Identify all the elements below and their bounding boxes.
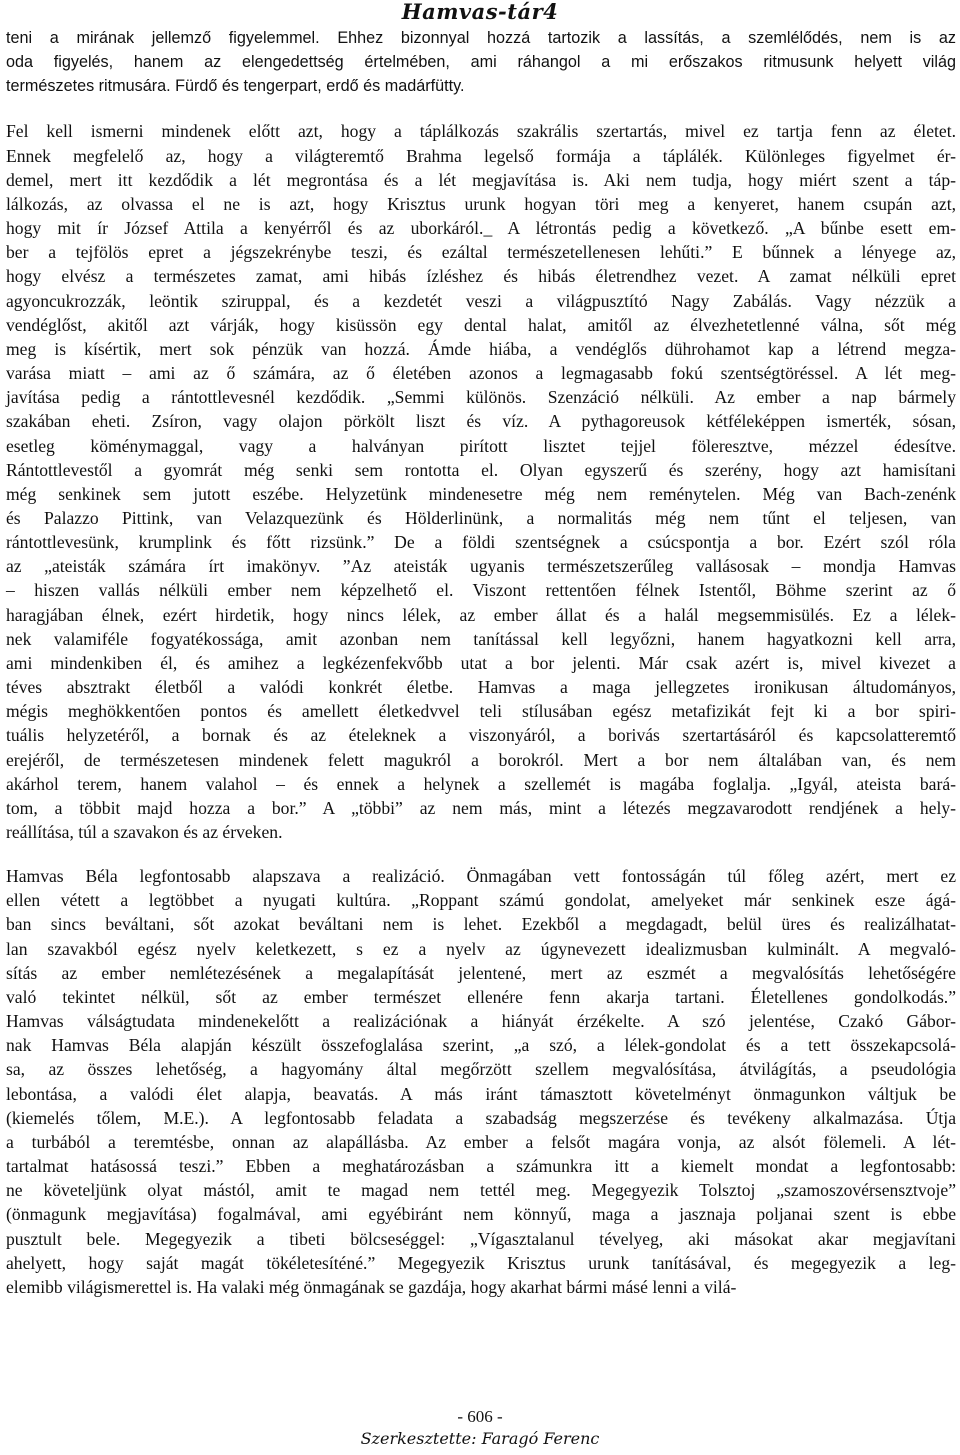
footer-editor: Szerkesztette: Faragó Ferenc (360, 1429, 600, 1448)
text-line: az „ateisták számára írt imakönyv. ”Az ateisták ugyanis természetszerűleg vallásosak – mondja Hamvas (6, 556, 956, 577)
text-line: természetes ritmusára. Fürdő és tengerpart, erdő és madárfütty. (6, 77, 465, 96)
text-line: esetleg köménymaggal, vagy a halványan pirított lisztet tejjel föleresztve, mézzel édesítve. (6, 435, 956, 456)
text-line: erejéről, de természetesen mindenek felett magukról a borokról. Mert a bor nem általában van, és nem (6, 749, 956, 770)
text-line: reállítása, túl a szavakon és az érveken. (6, 822, 283, 842)
text-line: agyoncukrozzák, leöntik sziruppal, és a kezdetét veszi a világpusztító Nagy Zabálás. Vagy nézzük a (6, 290, 956, 311)
text-line: akárhol terem, hanem valahol – és ennek a helynek a szellemét is magába foglalja. „Igyál, ateista bará- (6, 773, 956, 794)
page-number: - 606 - (457, 1407, 503, 1426)
text-line: Rántottlevestől a gyomrát még senki sem rontotta el. Olyan egyszerű és szerény, hogy azt hamisítani (6, 459, 956, 480)
text-line: ellen vétett a legtöbbet a nyugati kultúra. „Roppant számú gondolat, amelyeket már senkinek esze ágá- (6, 890, 956, 911)
paragraph-gap (6, 98, 956, 119)
text-line: a turbából a teremtésbe, onnan az alapállásba. Az ember a felsőt magára vonja, az alsót fölemeli. A lét- (6, 1131, 956, 1152)
text-line: vendéglőst, akitől azt várják, hogy kisüssön egy dental halat, amitől az élvezhetetlenné válna, sőt még (6, 314, 956, 335)
text-line: hogy mit ír József Attila a kenyérről és az uborkáról._ A létrontás pedig a következő. „A bűnbe esett em- (6, 218, 956, 239)
text-line: meg is kísértik, mert sok pénzük van hozzá. Ámde hiába, a vendéglős dührohamot kap a létrend megza- (6, 338, 956, 359)
paragraph (6, 26, 956, 98)
text-line: lálkozás, az olvassa el ne is azt, hogy Krisztus urunk hogyan töri meg a kenyeret, hanem csupán azt, (6, 193, 956, 214)
text-line: rántottlevesünk, krumplink és főtt rizsünk.” De a földi szentségnek a csúcspontja a bor. Ezért szól róla (6, 532, 956, 553)
text-line: még senkinek sem jutott eszébe. Helyzetünk mindenesetre még nem reménytelen. Még van Bach-zenénk (6, 483, 956, 504)
paragraph (6, 864, 956, 1299)
text-line: (önmagunk megjavítása) fogalmával, ami egyébiránt nem könnyű, maga a jasznaja poljanai szent is ebbe (6, 1204, 956, 1225)
text-line: mégis meghökkentően pontos és amellett életkedvvel teli stílusában egész metafizikát fejt ki a bor spiri- (6, 701, 956, 722)
text-line: demel, mert itt kezdődik a lét megrontása és a lét megjavítása is. Aki nem tudja, hogy miért szent a táp- (6, 169, 956, 190)
text-line: teni a mirának jellemző figyelemmel. Ehhez bizonnyal hozzá tartozik a lassítás, a szemlélődés, nem is az (6, 29, 956, 47)
paragraph-gap (6, 844, 956, 864)
text-line: oda figyelés, hanem az elengedettség értelmében, ami ráhangol a mi erőszakos ritmusunk helyett világ (6, 53, 956, 72)
text-line: Fel kell ismerni mindenek előtt azt, hogy a táplálkozás szakrális szertartás, mivel ez tartja fenn az életet. (6, 121, 956, 142)
text-line: tuális helyzetéről, a bornak és az ételeknek a viszonyáról, a borivás szertartásáról és kapcsolatteremtő (6, 725, 956, 746)
text-line: nak Hamvas Béla alapján készült összefoglalása szerint, „a szó, a lélek-gondolat és a tett összekapcsolá- (6, 1035, 956, 1056)
text-line: sa, az összes lehetőség, a hagyomány által megőrzött szellem megvalósítása, átvilágítás, a pseudológia (6, 1059, 956, 1080)
text-line: (kiemelés tőlem, M.E.). A legfontosabb feladata a szabadság megszerzése és tevékeny alkalmazása. Útja (6, 1107, 956, 1128)
text-line: javítása pedig a rántottlevesnél kezdődik. „Semmi különös. Szenzáció nélküli. Az ember a nap bármely (6, 387, 956, 408)
text-line: ami mindenkiben él, és amihez a legkézenfekvőbb utat a bor jelenti. Már csak azért is, mivel kivezet a (6, 652, 956, 673)
text-line: haragjában élnek, ezért hirdetik, hogy nincs lélek, az ember állat és a halál megsemmisülés. Ez a lélek- (6, 604, 956, 625)
text-line: Ennek megfelelő az, hogy a világteremtő Brahma legelső formája a táplálék. Különleges figyelmet ér- (6, 145, 956, 166)
text-line: ahelyett, hogy saját magát tökéletesíténé.” Megegyezik Krisztus urunk tanításával, és megegyezik a leg- (6, 1252, 956, 1273)
text-line: szakában eheti. Zsíron, vagy olajon pörkölt liszt és víz. A pythagoreusok kétféleképpen ismerték, sósan, (6, 411, 956, 432)
text-line: Hamvas Béla legfontosabb alapszava a realizáció. Önmagában vett fontosságán túl főleg azért, mert ez (6, 866, 956, 887)
text-line: és Palazzo Pittink, van Velazquezünk és Hölderlinünk, a normalitás még nem tűnt el teljesen, van (6, 507, 956, 528)
text-line: elemibb világismerettel is. Ha valaki még önmagának se gazdája, hogy akarhat bármi másé lenni a vilá- (6, 1276, 737, 1297)
text-line: hogy elvész a természetes zamat, ami hibás ízléshez és hibás életrendhez vezet. A zamat nélküli epret (6, 266, 956, 287)
text-line: ne követeljünk olyat mástól, amit te magad nem tettél meg. Megegyezik Tolsztoj „szamoszovérsensztvoje” (6, 1180, 956, 1201)
text-line: – hiszen vallás nélküli ember nem képzelhető el. Viszont rettentően félnek Istentől, Böhme szerint az ő (6, 580, 956, 601)
text-line: varása miatt – ami az ő számára, az ő életében azonos a legmagasabb fokú szentségtöréssel. A lét meg- (6, 363, 956, 384)
text-line: téves absztrakt életből a valódi konkrét életbe. Hamvas a maga jellegzetes ironikusan áltudományos, (6, 677, 956, 698)
running-header: Hamvas-tár4 (401, 0, 559, 24)
paragraph (6, 119, 956, 844)
text-line: ber a tejfölös epret a jégszekrénybe teszi, és ezáltal természetellenesen lehűti.” E bűnnek a lényege az, (6, 242, 956, 263)
text-line: ban sincs beváltani, sőt azokat beváltani nem is lehet. Ezekből a megdagadt, belül üres és realizálhatat- (6, 914, 956, 935)
text-line: való tekintet nélkül, sőt az ember természet ellenére fenn akarja tartani. Életellenes gondolkodás.” (6, 986, 956, 1007)
body-text (6, 26, 956, 1299)
text-line: nek valamiféle fogyatékossága, amit azonban nem tanítással kell legyőzni, hanem hagyatkozni kell arra, (6, 628, 956, 649)
text-line: tom, a többit majd hozza a bor.” A „többi” az nem más, mint a létezés megzavarodott rendjének a hely- (6, 797, 956, 818)
text-line: lan szavakból egész nyelv keletkezett, s ez a nyelv az úgynevezett idealizmusban kulminált. A megvaló- (6, 938, 956, 959)
text-line: sítás az ember nemlétezésének a megalapítását jelentené, mert az eszmét a megvalósítás lehetőségére (6, 962, 956, 983)
text-line: pusztult bele. Megegyezik a tibeti bölcseséggel: „Vígasztalanul tévelyeg, aki másokat akar megjavítani (6, 1228, 956, 1249)
text-line: lebontása, a valódi élet alapja, beavatás. A más iránt támasztott követelményt önmagunkon váltjuk be (6, 1083, 956, 1104)
text-line: tartalmat hatásossá teszi.” Ebben a meghatározásban a számunkra itt a kiemelt mondat a legfontosabb: (6, 1156, 956, 1177)
text-line: Hamvas válságtudata mindenekelőtt a realizációnak a hiányát érzékelte. A szó jelentése, Czakó Gábor- (6, 1011, 956, 1032)
